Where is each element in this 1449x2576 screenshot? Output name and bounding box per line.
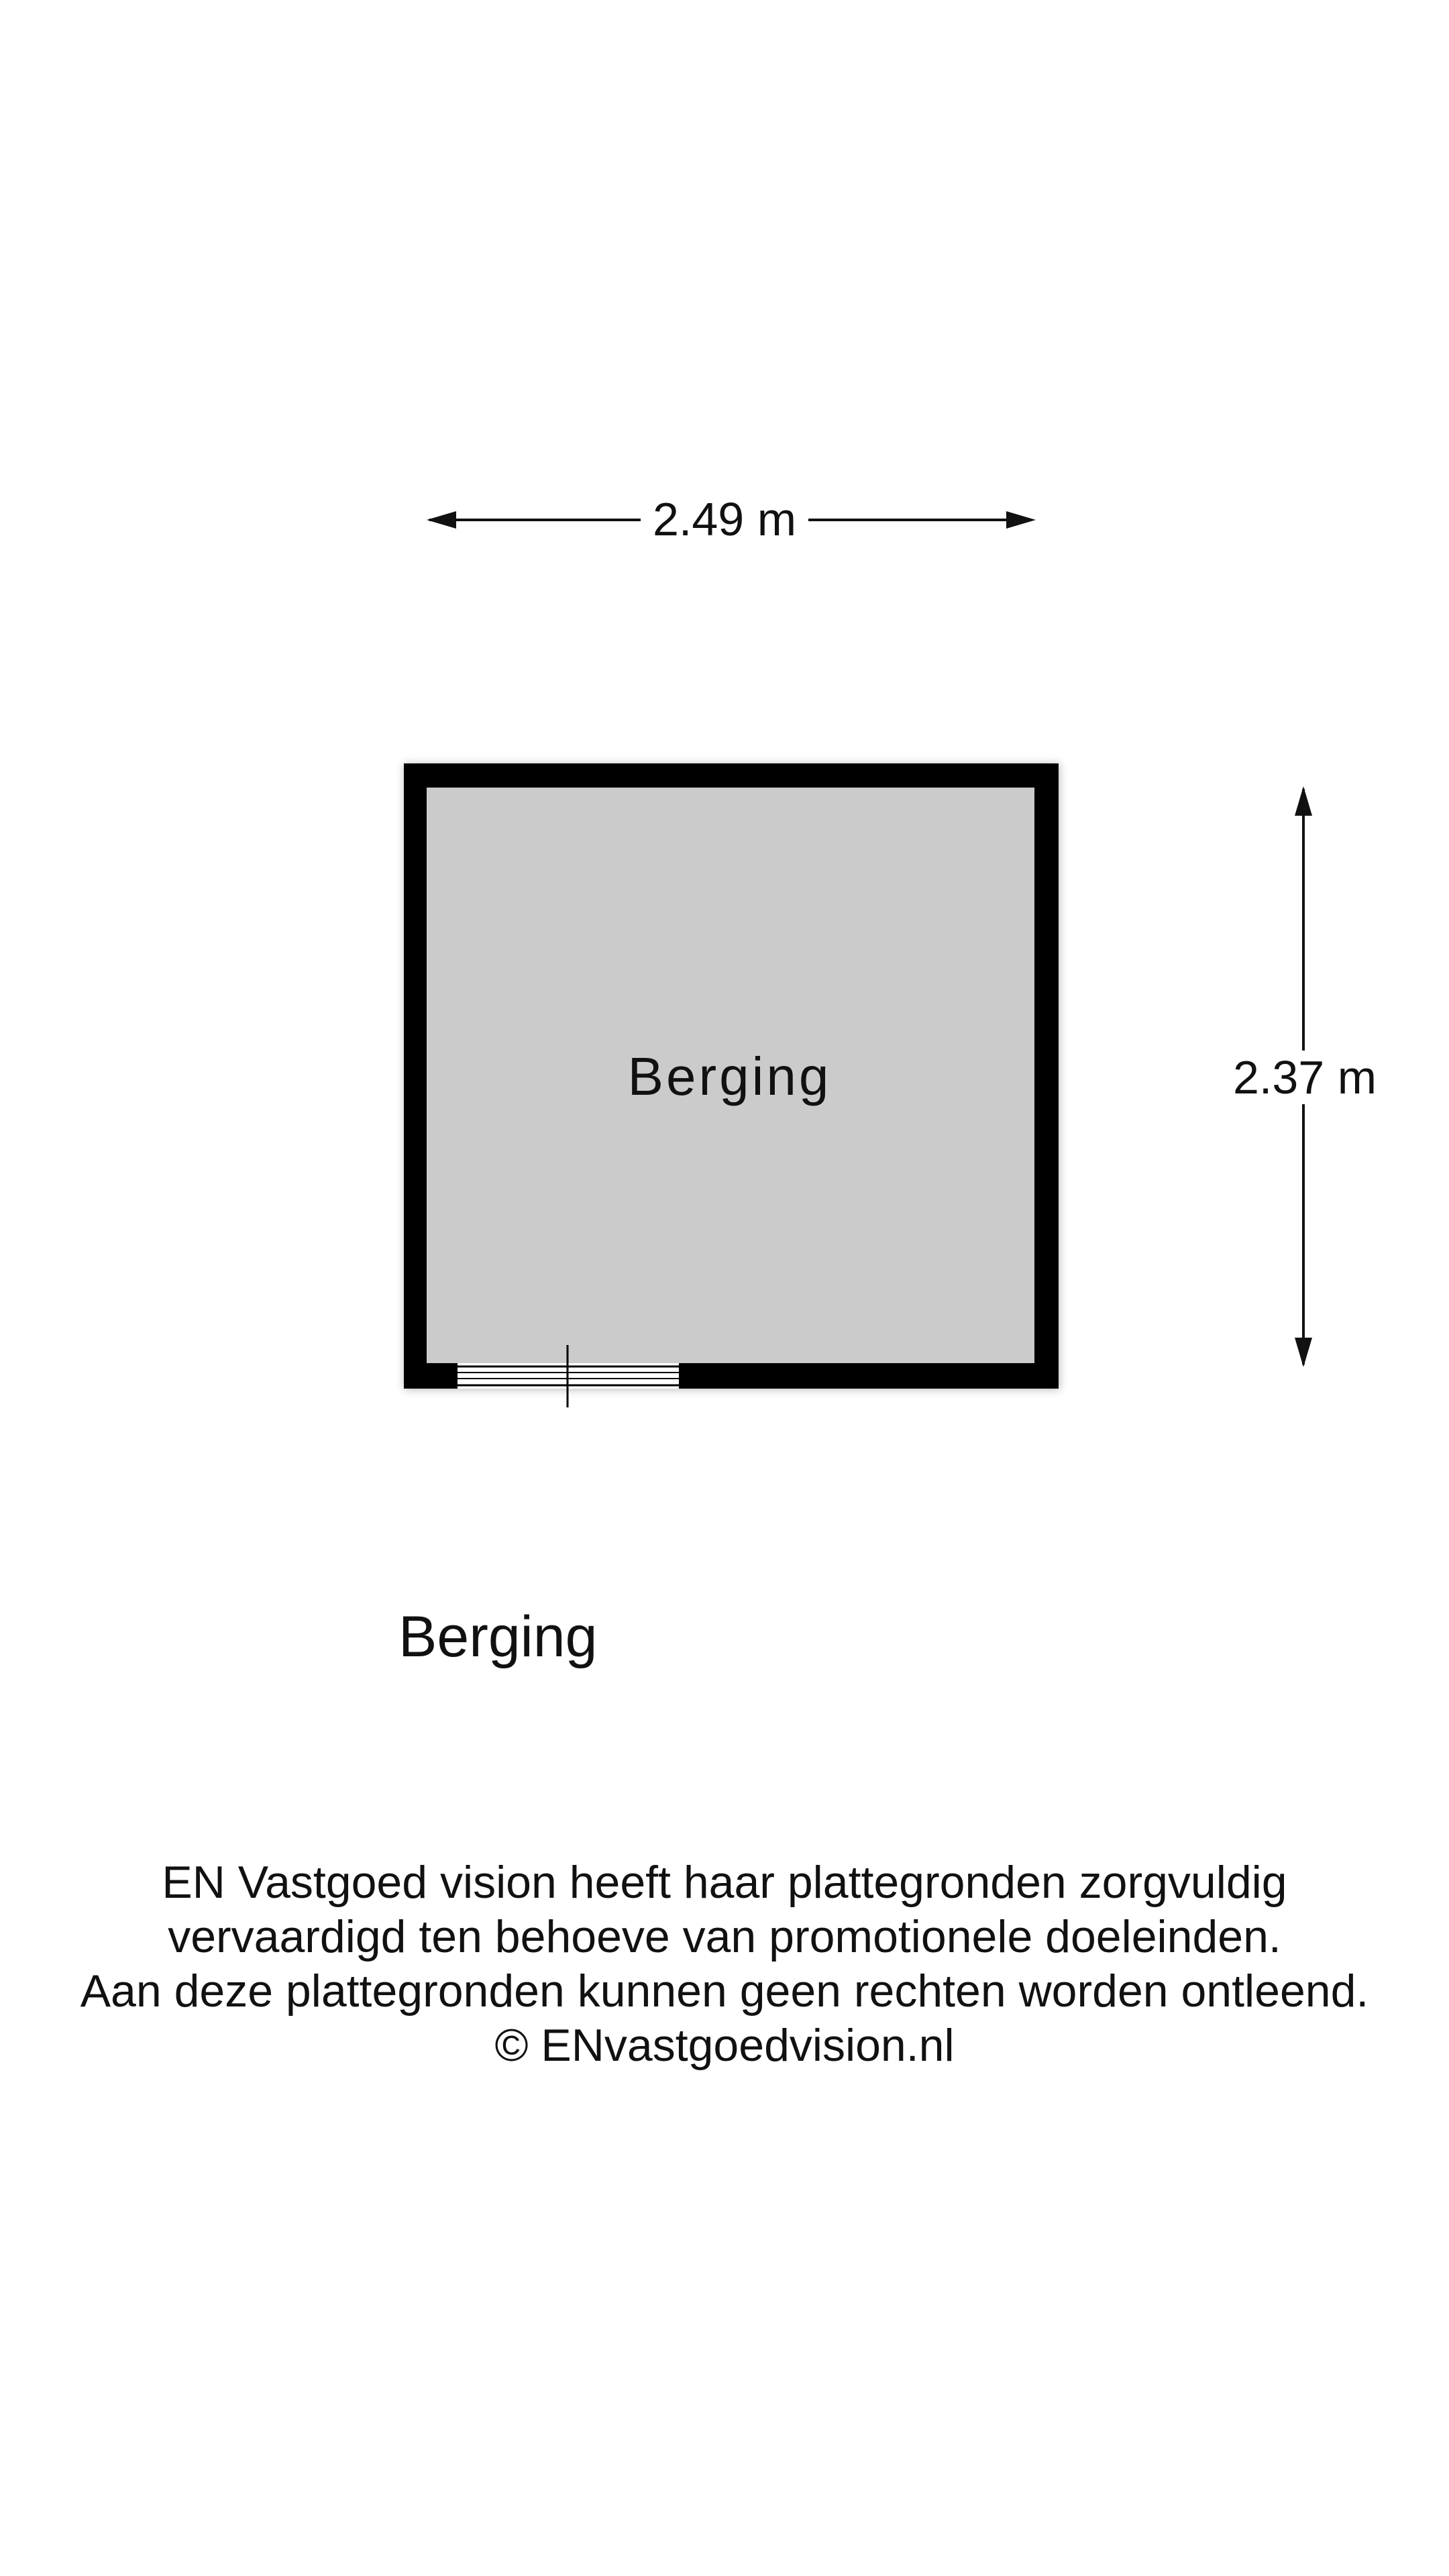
width-dimension-text: 2.49 m [641,493,808,545]
disclaimer-line: Aan deze plattegronden kunnen geen rechten worden ontleend. [80,1966,1369,2017]
plan-title: Berging [398,1605,598,1669]
disclaimer-line: EN Vastgoed vision heeft haar plattegronden zorgvuldig [162,1857,1287,1908]
arrow-up-icon [1295,786,1312,816]
height-dimension-label: 2.37 m [1214,1051,1395,1104]
copyright-line: © ENvastgoedvision.nl [494,2020,955,2071]
arrow-down-icon [1295,1338,1312,1367]
disclaimer-line: vervaardigd ten behoeve van promotionele doeleinden. [168,1911,1281,1962]
disclaimer [0,1856,1449,2073]
room-label: Berging [627,1046,832,1106]
width-dimension-label [0,492,1449,546]
